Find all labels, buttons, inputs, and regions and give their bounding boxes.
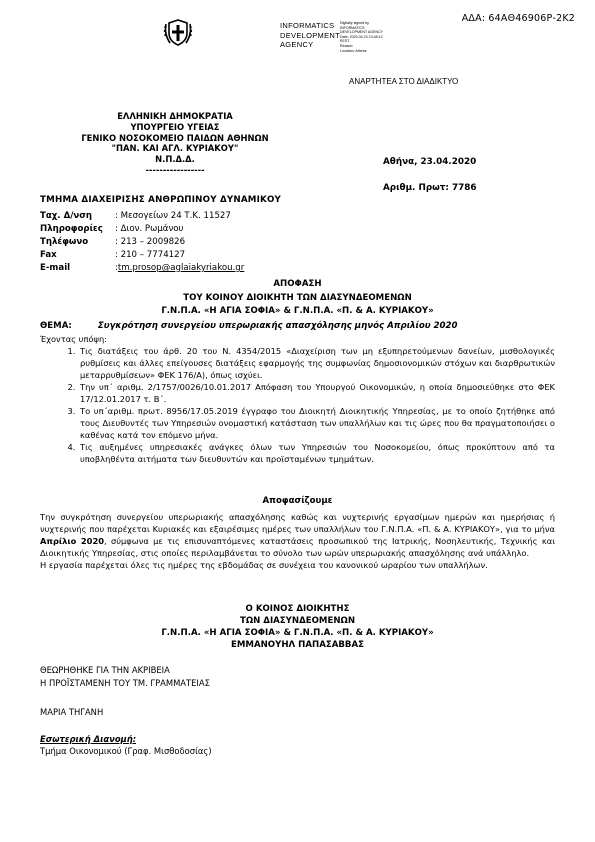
verification-line: ΘΕΩΡΗΘΗΚΕ ΓΙΑ ΤΗΝ ΑΚΡΙΒΕΙΑ [40,665,170,675]
decide-heading: Αποφασίζουμε [262,496,333,506]
info-value: : [115,263,118,273]
decision-month: Απρίλιο 2020 [40,536,105,546]
stamp-detail: Date: 2020.04.23 13:48:12 [340,34,383,39]
signature-line: ΤΩΝ ΔΙΑΣΥΝΔΕΟΜΕΝΩΝ [239,616,356,626]
verifier-name: ΜΑΡΙΑ ΤΗΓΑΝΗ [40,707,104,717]
digital-signature-stamp [280,21,340,50]
considering-section [40,333,555,465]
info-label: Πληροφορίες [40,224,103,234]
info-value: : Διον. Ρωμάνου [115,224,184,234]
stamp-detail: INFORMATICS [340,25,365,30]
considering-label: Έχοντας υπόψη: [40,334,108,344]
decision-body [40,511,555,571]
post-notice: ΑΝΑΡΤΗΤΕΑ ΣΤΟ ΔΙΑΔΙΚΤΥΟ [349,77,459,86]
info-label: E-mail [40,263,71,273]
signature-name: ΕΜΜΑΝΟΥΗΛ ΠΑΠΑΣΑΒΒΑΣ [230,640,364,650]
info-label: Ταχ. Δ/νση [40,211,93,221]
grounds-list [40,345,555,465]
email-link[interactable]: tm.prosop@aglaiakyriakou.gr [117,263,245,273]
internal-distribution-label: Εσωτερική Διανομή: [40,734,137,744]
stamp-line: DEVELOPMENT [280,30,340,40]
signature-line: Ο ΚΟΙΝΟΣ ΔΙΟΙΚΗΤΗΣ [245,604,350,614]
letterhead-line: ----------------- [145,164,205,175]
stamp-detail: EEST [340,39,350,44]
department-title: ΤΜΗΜΑ ΔΙΑΧΕΙΡΙΣΗΣ ΑΝΘΡΩΠΙΝΟΥ ΔΥΝΑΜΙΚΟΥ [40,195,282,205]
list-item: 4. Τις αυξημένες υπηρεσιακές ανάγκες όλων των Υπηρεσιών του Νοσοκομείου, όπως προκύπτουν από τα υποβληθέντα αιτήματα των διευθυντών και προϊσταμένων τμημάτων. [78,441,555,465]
info-value: : 213 – 2009826 [115,237,186,247]
stamp-detail: Location: Athens [340,48,367,53]
letterhead-line: ΥΠΟΥΡΓΕΙΟ ΥΓΕΙΑΣ [130,121,220,132]
stamp-detail: Digitally signed by [340,21,369,25]
decision-text: Την συγκρότηση συνεργείου υπερωριακής απασχόλησης καθώς και νυχτερινής εργασίμων ημερών και ημερήσιας ή νυχτερινής που παρέχεται Κυριακές και εξαιρέσιμες ημέρες των υπαλλήλων του Γ.Ν.Π.Α. «Π. & Α. ΚΥΡΙΑΚΟΥ», για το μήνα [40,512,555,534]
info-value: : 210 – 7774127 [115,250,186,260]
decision-paragraph [40,511,555,559]
list-item: 2. Την υπ΄ αριθμ. 2/1757/0026/10.01.2017 Απόφαση του Υπουργού Οικονομικών, η οποία δημοσιεύθηκε στο ΦΕΚ 17/12.01.2017 τ. Β΄. [78,381,555,405]
decision-subtitle: ΤΟΥ ΚΟΙΝΟΥ ΔΙΟΙΚΗΤΗ ΤΩΝ ΔΙΑΣΥΝΔΕΟΜΕΝΩΝ [183,293,412,303]
protocol-number: Αριθμ. Πρωτ: 7786 [383,183,477,193]
letterhead-line: ΓΕΝΙΚΟ ΝΟΣΟΚΟΜΕΙΟ ΠΑΙΔΩΝ ΑΘΗΝΩΝ [81,132,269,143]
verification-line: Η ΠΡΟΪΣΤΑΜΕΝΗ ΤΟΥ ΤΜ. ΓΡΑΜΜΑΤΕΙΑΣ [40,678,210,688]
decision-text: , σύμφωνα με τις επισυναπτόμενες καταστάσεις προσωπικού της Ιατρικής, Νοσηλευτικής, Τεχνικής και Διοικητικής Υπηρεσίας, στις οποίες περιλαμβάνεται το σύνολο των ωρών υπερωριακής απασχόλησης ανά υπάλληλο. [40,536,556,558]
subject-label: ΘΕΜΑ: [40,321,72,331]
stamp-line: INFORMATICS [280,21,335,30]
greek-coat-of-arms-icon [163,16,193,48]
ada-code: ΑΔΑ: 64ΑΘ46906Ρ-2Κ2 [461,13,575,24]
subject-line [40,321,457,331]
letterhead-line: Ν.Π.Δ.Δ. [155,154,195,165]
letterhead [60,111,290,176]
signature-line: Γ.Ν.Π.Α. «Η ΑΓΙΑ ΣΟΦΙΑ» & Γ.Ν.Π.Α. «Π. & Α. ΚΥΡΙΑΚΟΥ» [161,628,434,638]
stamp-line: AGENCY [280,40,314,49]
info-label: Fax [40,250,57,260]
internal-distribution: Τμήμα Οικονομικού (Γραφ. Μισθοδοσίας) [40,746,212,756]
digital-signature-details [340,21,383,53]
decision-hospitals: Γ.Ν.Π.Α. «Η ΑΓΙΑ ΣΟΦΙΑ» & Γ.Ν.Π.Α. «Π. & Α. ΚΥΡΙΑΚΟΥ» [161,306,434,316]
info-value: : Μεσογείων 24 Τ.Κ. 11527 [115,211,231,221]
decision-paragraph: Η εργασία παρέχεται όλες τις ημέρες της εβδομάδας σε συνέχεια του κανονικού ωραρίου των υπαλλήλων. [40,560,488,570]
contact-info [40,210,244,275]
letterhead-line: "ΠΑΝ. ΚΑΙ ΑΓΛ. ΚΥΡΙΑΚΟΥ" [111,143,239,154]
subject-text: Συγκρότηση συνεργείου υπερωριακής απασχόλησης μηνός Απριλίου 2020 [97,321,458,331]
signature-block [0,603,595,651]
decision-title: ΑΠΟΦΑΣΗ [273,279,322,289]
verification-block [40,664,210,690]
letterhead-line: ΕΛΛΗΝΙΚΗ ΔΗΜΟΚΡΑΤΙΑ [117,111,233,121]
stamp-detail: DEVELOPMENT AGENCY [340,30,384,35]
list-item: 3. Το υπ΄αριθμ. πρωτ. 8956/17.05.2019 έγγραφο του Διοικητή Διοικητικής Υπηρεσίας, με το οποίο ζητήθηκε από τους Διευθυντές των Υπηρεσιών ονομαστική κατάσταση των υπαλλήλων και τις ώρες που θα πραγματοποιήσει ο καθένας κατά τον επόμενο μήνα. [78,405,555,441]
stamp-detail: Reason: [340,43,354,48]
info-label: Τηλέφωνο [40,237,89,247]
list-item: 1. Τις διατάξεις του άρθ. 20 του Ν. 4354/2015 «Διαχείριση των μη εξυπηρετούμενων δανείων, μισθολογικές ρυθμίσεις και άλλες επείγουσες διατάξεις εφαρμογής της συμφωνίας δημοσιονομικών στόχων και διαρθρωτικών μεταρρυθμίσεων» ΦΕΚ 176/Α), όπως ισχύει. [78,345,555,381]
document-date: Αθήνα, 23.04.2020 [383,157,477,167]
